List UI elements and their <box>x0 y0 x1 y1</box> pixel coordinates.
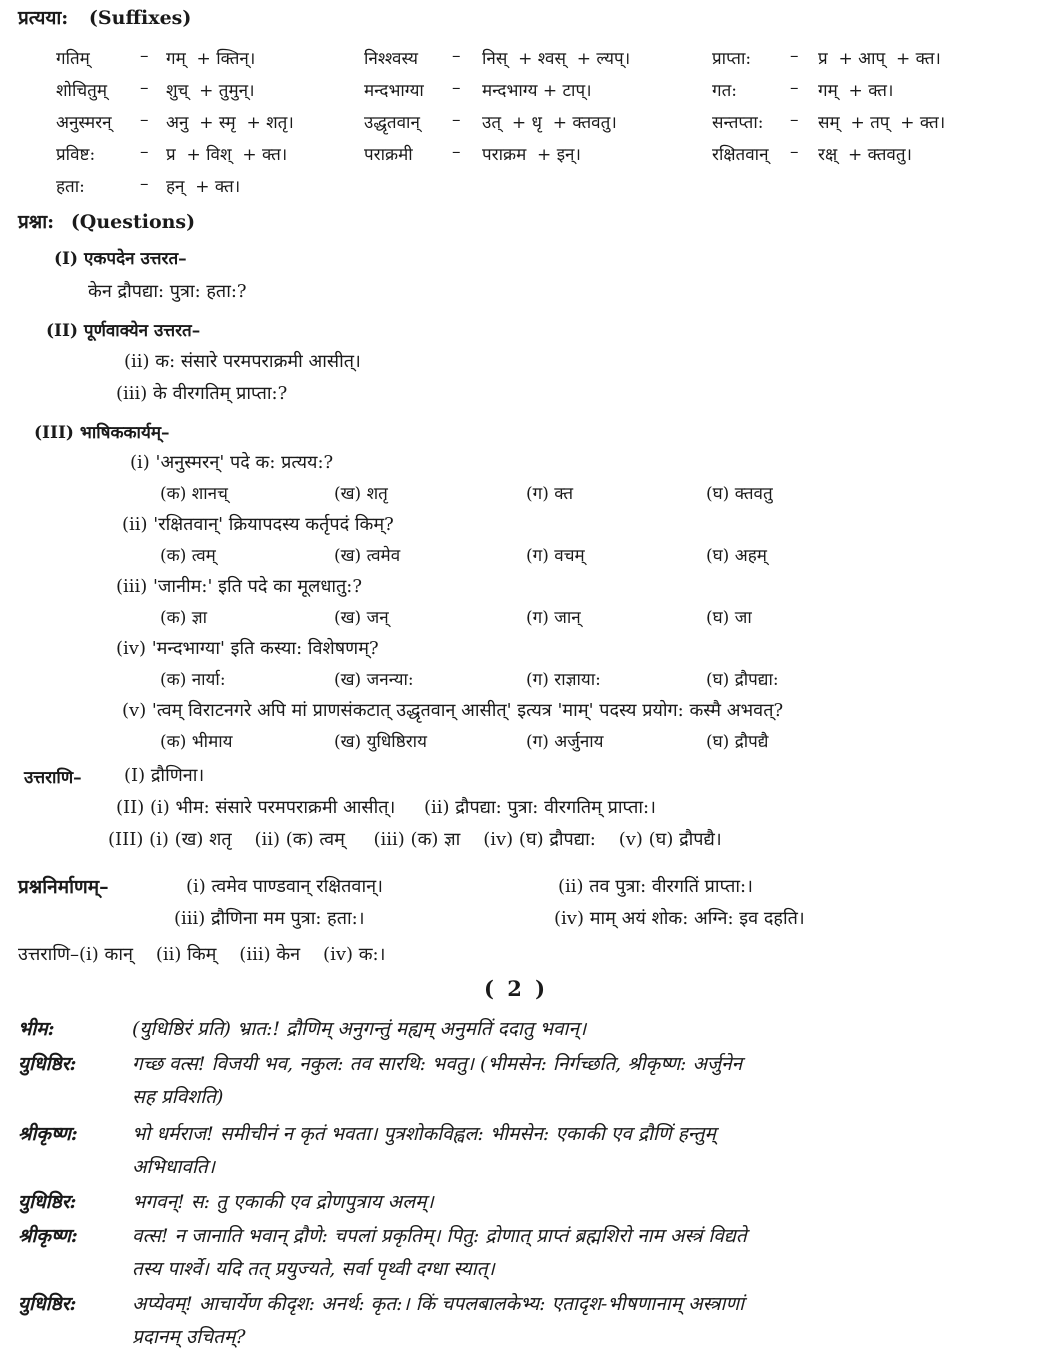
suffix-dash: – <box>140 110 149 130</box>
answer-2: (II) (i) भीम: संसारे परमपराक्रमी आसीत्। (ii) द्रौपद्या: पुत्रा: वीरगतिम् प्राप्ता:। <box>116 797 656 818</box>
section-1-question: केन द्रौपद्या: पुत्रा: हता:? <box>88 281 247 302</box>
questions-heading <box>18 208 195 234</box>
dialogue-line: प्रदानम् उचितम्? <box>132 1326 246 1348</box>
formation-ii: (ii) तव पुत्रा: वीरगतिं प्राप्ता:। <box>558 876 753 897</box>
suffix-word: मन्दभाग्या <box>364 81 424 101</box>
mcq-option: (घ) द्रौपद्यै <box>706 732 769 752</box>
suffix-word: प्रविष्ट: <box>56 145 96 165</box>
suffix-dash: – <box>452 46 461 66</box>
mcq-question: (ii) 'रक्षितवान्' क्रियापदस्य कर्तृपदं किम्? <box>122 514 394 535</box>
mcq-option: (ग) जान् <box>526 608 581 628</box>
suffix-word: गतिम् <box>56 49 90 69</box>
suffix-dash: – <box>790 142 799 162</box>
dialogue-line: अभिधावति। <box>132 1156 215 1178</box>
suffix-parts: मन्दभाग्य + टाप्। <box>482 81 592 101</box>
suffix-parts: अनु + स्मृ + शतृ। <box>166 113 294 133</box>
suffix-parts: निस् + श्वस् + ल्यप्। <box>482 49 631 69</box>
dialogue-line: (युधिष्ठिरं प्रति) भ्रात:! द्रौणिम् अनुगन्तुं मह्यम् अनुमतिं ददातु भवान्। <box>132 1018 587 1040</box>
suffixes-heading-english: (Suffixes) <box>88 7 192 29</box>
mcq-option: (ख) शतृ <box>334 484 388 504</box>
suffix-word: सन्तप्ता: <box>712 113 764 133</box>
mcq-option: (ख) युधिष्ठिराय <box>334 732 427 752</box>
mcq-option: (ख) त्वमेव <box>334 546 401 566</box>
dialogue-speaker: भीम: <box>18 1018 55 1040</box>
answers-label: उत्तराणि– <box>24 768 82 788</box>
suffix-dash: – <box>790 78 799 98</box>
mcq-option: (घ) द्रौपद्या: <box>706 670 779 690</box>
dialogue-line: भगवन्! स: तु एकाकी एव द्रोणपुत्राय अलम्। <box>132 1191 434 1213</box>
dialogue-speaker: श्रीकृष्ण: <box>18 1225 78 1247</box>
suffix-dash: – <box>140 78 149 98</box>
suffix-dash: – <box>452 78 461 98</box>
dialogue-line: तस्य पार्श्वे। यदि तत् प्रयुज्यते, सर्वा पृथ्वी दग्धा स्यात्। <box>132 1258 495 1280</box>
mcq-option: (क) ज्ञा <box>160 608 208 628</box>
mcq-question: (v) 'त्वम् विराटनगरे अपि मां प्राणसंकटात् उद्धृतवान् आसीत्' इत्यत्र 'माम्' पदस्य प्रयोग: कस्मै अभवत्? <box>122 700 784 721</box>
suffix-word: शोचितुम् <box>56 81 108 101</box>
suffix-parts: शुच् + तुमुन्। <box>166 81 255 101</box>
suffixes-heading-hindi: प्रत्यया: <box>18 7 69 29</box>
suffix-dash: – <box>140 142 149 162</box>
suffix-parts: उत् + धृ + क्तवतु। <box>482 113 617 133</box>
section-2-heading: (II) पूर्णवाक्येन उत्तरत– <box>46 321 201 341</box>
formation-label: प्रश्ननिर्माणम्– <box>18 876 109 898</box>
formation-i: (i) त्वमेव पाण्डवान् रक्षितवान्। <box>186 876 383 897</box>
suffixes-heading <box>18 4 191 30</box>
suffix-word: पराक्रमी <box>364 145 413 165</box>
questions-heading-hindi: प्रश्ना: <box>18 211 55 233</box>
section-number: ( 2 ) <box>484 976 549 1001</box>
mcq-option: (घ) अहम् <box>706 546 767 566</box>
dialogue-line: वत्स! न जानाति भवान् द्रौणे: चपलां प्रकृतिम्। पितु: द्रोणात् प्राप्तं ब्रह्मशिरो नाम अस्त्रं विद्यते <box>132 1225 747 1247</box>
mcq-option: (क) त्वम् <box>160 546 216 566</box>
suffix-word: निश्श्वस्य <box>364 49 418 69</box>
suffix-dash: – <box>790 110 799 130</box>
suffix-word: प्राप्ता: <box>712 49 752 69</box>
suffix-word: हता: <box>56 177 85 197</box>
suffix-parts: प्र + आप् + क्त। <box>818 49 941 69</box>
section-2-question-ii: (ii) क: संसारे परमपराक्रमी आसीत्। <box>124 351 361 372</box>
suffix-dash: – <box>452 142 461 162</box>
mcq-option: (घ) जा <box>706 608 752 628</box>
mcq-option: (ग) अर्जुनाय <box>526 732 604 752</box>
formation-answers: उत्तराणि–(i) कान् (ii) किम् (iii) केन (iv) क:। <box>18 944 386 965</box>
dialogue-speaker: युधिष्ठिर: <box>18 1191 77 1213</box>
suffix-parts: गम् + क्तिन्। <box>166 49 256 69</box>
section-1-heading: (I) एकपदेन उत्तरत– <box>54 249 187 269</box>
mcq-option: (घ) क्तवतु <box>706 484 773 504</box>
formation-iii: (iii) द्रौणिना मम पुत्रा: हता:। <box>174 908 365 929</box>
mcq-option: (ख) जन् <box>334 608 389 628</box>
dialogue-line: गच्छ वत्स! विजयी भव, नकुल: तव सारथि: भवतु। (भीमसेन: निर्गच्छति, श्रीकृष्ण: अर्जुनेन <box>132 1053 743 1075</box>
dialogue-speaker: श्रीकृष्ण: <box>18 1123 78 1145</box>
suffix-parts: पराक्रम + इन्। <box>482 145 581 165</box>
mcq-option: (क) भीमाय <box>160 732 233 752</box>
questions-heading-english: (Questions) <box>70 211 196 233</box>
suffix-word: अनुस्मरन् <box>56 113 112 133</box>
suffix-parts: गम् + क्त। <box>818 81 894 101</box>
suffix-word: गत: <box>712 81 737 101</box>
mcq-question: (iii) 'जानीम:' इति पदे का मूलधातु:? <box>116 576 363 597</box>
dialogue-speaker: युधिष्ठिर: <box>18 1293 77 1315</box>
section-3-heading: (III) भाषिककार्यम्– <box>34 423 170 443</box>
suffix-dash: – <box>140 46 149 66</box>
answer-1: (I) द्रौणिना। <box>124 765 205 786</box>
mcq-option: (ग) क्त <box>526 484 574 504</box>
dialogue-line: अप्येवम्! आचार्येण कीदृश: अनर्थ: कृत:। किं चपलबालकेभ्य: एतादृश-भीषणानाम् अस्त्राणां <box>132 1293 745 1315</box>
suffix-dash: – <box>140 174 149 194</box>
mcq-question: (iv) 'मन्दभाग्या' इति कस्या: विशेषणम्? <box>116 638 379 659</box>
dialogue-line: सह प्रविशति) <box>132 1086 224 1108</box>
mcq-option: (ग) राज्ञाया: <box>526 670 601 690</box>
dialogue-line: भो धर्मराज! समीचीनं न कृतं भवता। पुत्रशोकविह्वल: भीमसेन: एकाकी एव द्रौणिं हन्तुम् <box>132 1123 716 1145</box>
mcq-option: (ग) वचम् <box>526 546 585 566</box>
formation-iv: (iv) माम् अयं शोक: अग्नि: इव दहति। <box>554 908 805 929</box>
answer-3: (III) (i) (ख) शतृ (ii) (क) त्वम् (iii) (क) ज्ञा (iv) (घ) द्रौपद्या: (v) (घ) द्रौपद्यै। <box>108 829 722 850</box>
suffix-word: रक्षितवान् <box>712 145 769 165</box>
mcq-question: (i) 'अनुस्मरन्' पदे क: प्रत्यय:? <box>130 452 334 473</box>
section-2-question-iii: (iii) के वीरगतिम् प्राप्ता:? <box>116 383 288 404</box>
mcq-option: (क) नार्या: <box>160 670 226 690</box>
suffix-dash: – <box>790 46 799 66</box>
mcq-option: (ख) जनन्या: <box>334 670 414 690</box>
suffix-parts: प्र + विश् + क्त। <box>166 145 288 165</box>
suffix-parts: हन् + क्त। <box>166 177 241 197</box>
suffix-parts: रक्ष् + क्तवतु। <box>818 145 912 165</box>
suffix-parts: सम् + तप् + क्त। <box>818 113 946 133</box>
mcq-option: (क) शानच् <box>160 484 228 504</box>
suffix-word: उद्धृतवान् <box>364 113 420 133</box>
suffix-dash: – <box>452 110 461 130</box>
dialogue-speaker: युधिष्ठिर: <box>18 1053 77 1075</box>
